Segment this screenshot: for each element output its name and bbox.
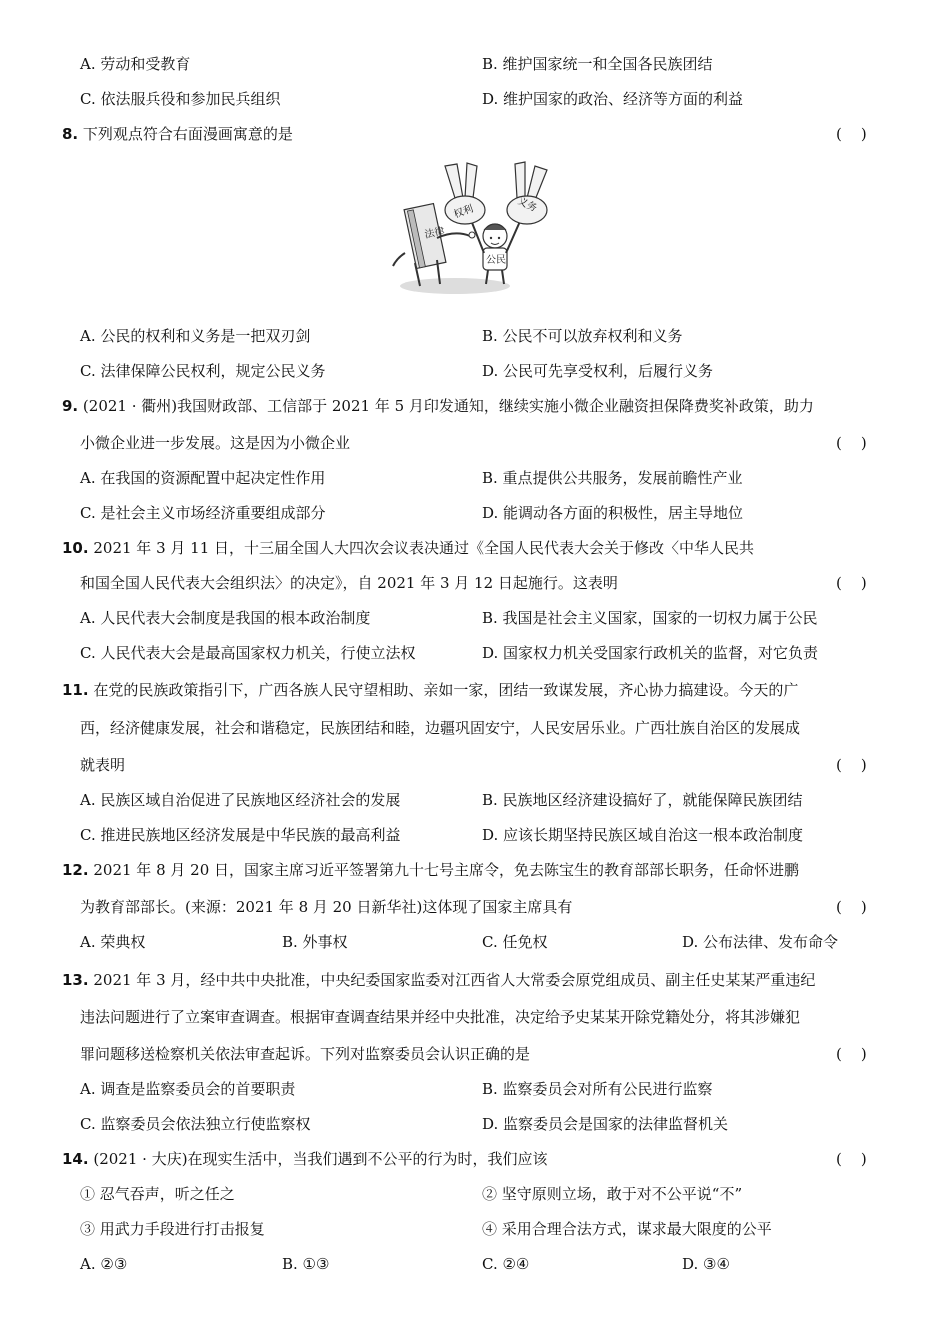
q12-number: 12. [62,861,89,879]
q7-option-b: B. 维护国家统一和全国各民族团结 [482,55,713,73]
q14-answer-blank: ( ) [836,1150,867,1168]
q9-option-a: A. 在我国的资源配置中起决定性作用 [80,469,326,487]
q10-option-a: A. 人民代表大会制度是我国的根本政治制度 [80,609,371,627]
q10-stem-line-2: 和国全国人民代表大会组织法〉的决定》，自 2021 年 3 月 12 日起施行。这表明 [80,574,618,592]
q8-option-b: B. 公民不可以放弃权利和义务 [482,327,683,345]
q13-stem-line-1: 2021 年 3 月，经中共中央批准，中央纪委国家监委对江西省人大常委会原党组成员、副主任史某某严重违纪 [93,971,816,989]
q11-stem-line-3: 就表明 [80,756,126,774]
q9-number: 9. [62,397,79,415]
q10-number: 10. [62,539,89,557]
q12-stem-line-1: 2021 年 8 月 20 日，国家主席习近平签署第九十七号主席令，免去陈宝生的教育部部长职务，任命怀进鹏 [93,861,800,879]
q11-question-line-1 [62,680,798,700]
cartoon-duties-hand [507,162,547,224]
q13-question-line-1 [62,970,815,990]
q14-question [62,1149,548,1169]
q13-option-a: A. 调查是监察委员会的首要职责 [80,1080,296,1098]
q13-option-d: D. 监察委员会是国家的法律监督机关 [482,1115,729,1133]
q14-option-c: C. ②④ [482,1255,530,1273]
q8-answer-blank: ( ) [836,125,867,143]
q13-stem-line-3: 罪问题移送检察机关依法审查起诉。下列对监察委员会认识正确的是 [80,1045,531,1063]
q10-answer-blank: ( ) [836,574,867,592]
q12-option-d: D. 公布法律、发布命令 [682,933,839,951]
q14-item-2: ② 坚守原则立场，敢于对不公平说“不” [482,1185,743,1203]
q8-stem: 下列观点符合右面漫画寓意的是 [82,125,293,143]
q14-stem: (2021 · 大庆)在现实生活中，当我们遇到不公平的行为时，我们应该 [93,1150,548,1168]
q7-option-a: A. 劳动和受教育 [80,55,191,73]
cartoon-rights-label: 权利 [452,203,475,221]
q14-number: 14. [62,1150,89,1168]
q13-option-b: B. 监察委员会对所有公民进行监察 [482,1080,713,1098]
q12-option-b: B. 外事权 [282,933,348,951]
q7-option-c: C. 依法服兵役和参加民兵组织 [80,90,281,108]
q8-number: 8. [62,125,79,143]
q12-option-a: A. 荣典权 [80,933,146,951]
q9-option-c: C. 是社会主义市场经济重要组成部分 [80,504,326,522]
q14-option-b: B. ①③ [282,1255,330,1273]
q11-answer-blank: ( ) [836,756,867,774]
q14-option-a: A. ②③ [80,1255,128,1273]
q12-option-c: C. 任免权 [482,933,548,951]
cartoon-shirt-label: 公民 [486,255,506,266]
q7-option-d: D. 维护国家的政治、经济等方面的利益 [482,90,744,108]
q12-answer-blank: ( ) [836,898,867,916]
q12-stem-line-2: 为教育部部长。(来源：2021 年 8 月 20 日新华社)这体现了国家主席具有 [80,898,573,916]
q14-option-d: D. ③④ [682,1255,730,1273]
q9-question-line-1 [62,396,814,416]
q9-stem-line-1: (2021 · 衢州)我国财政部、工信部于 2021 年 5 月印发通知，继续实施小微企业融资担保降费奖补政策，助力 [82,397,814,415]
cartoon-book-label: 法律 [423,225,446,241]
q9-option-d: D. 能调动各方面的积极性，居主导地位 [482,504,744,522]
q12-question-line-1 [62,860,799,880]
cartoon-rights-hand [445,163,485,224]
q11-number: 11. [62,681,89,699]
q9-option-b: B. 重点提供公共服务，发展前瞻性产业 [482,469,743,487]
q14-item-1: ① 忍气吞声，听之任之 [80,1185,235,1203]
q8-option-a: A. 公民的权利和义务是一把双刃剑 [80,327,311,345]
q11-option-a: A. 民族区域自治促进了民族地区经济社会的发展 [80,791,401,809]
q11-option-b: B. 民族地区经济建设搞好了，就能保障民族团结 [482,791,803,809]
q8-option-c: C. 法律保障公民权利，规定公民义务 [80,362,326,380]
q13-answer-blank: ( ) [836,1045,867,1063]
q9-answer-blank: ( ) [836,434,867,452]
q11-option-d: D. 应该长期坚持民族区域自治这一根本政治制度 [482,826,804,844]
q13-option-c: C. 监察委员会依法独立行使监察权 [80,1115,311,1133]
q11-stem-line-2: 西，经济健康发展，社会和谐稳定，民族团结和睦，边疆巩固安宁，人民安居乐业。广西壮族自治区的发展成 [80,719,801,737]
q10-option-d: D. 国家权力机关受国家行政机关的监督，对它负责 [482,644,819,662]
q11-option-c: C. 推进民族地区经济发展是中华民族的最高利益 [80,826,401,844]
q8-cartoon-image [385,158,560,298]
q13-stem-line-2: 违法问题进行了立案审查调查。根据审查调查结果并经中央批准，决定给予史某某开除党籍处分，将其涉嫌犯 [80,1008,801,1026]
q14-item-3: ③ 用武力手段进行打击报复 [80,1220,265,1238]
q11-stem-line-1: 在党的民族政策指引下，广西各族人民守望相助、亲如一家，团结一致谋发展，齐心协力搞建设。今天的广 [93,681,799,699]
cartoon-ground [400,278,510,294]
q10-question-line-1 [62,538,754,558]
cartoon-duties-label: 义务 [515,195,539,215]
q10-option-c: C. 人民代表大会是最高国家权力机关，行使立法权 [80,644,416,662]
q10-option-b: B. 我国是社会主义国家，国家的一切权力属于公民 [482,609,818,627]
q9-stem-line-2: 小微企业进一步发展。这是因为小微企业 [80,434,351,452]
q8-option-d: D. 公民可先享受权利，后履行义务 [482,362,714,380]
q10-stem-line-1: 2021 年 3 月 11 日，十三届全国人大四次会议表决通过《全国人民代表大会关于修改〈中华人民共 [93,539,755,557]
q14-item-4: ④ 采用合理合法方式，谋求最大限度的公平 [482,1220,772,1238]
q8-question [62,124,293,144]
q13-number: 13. [62,971,89,989]
